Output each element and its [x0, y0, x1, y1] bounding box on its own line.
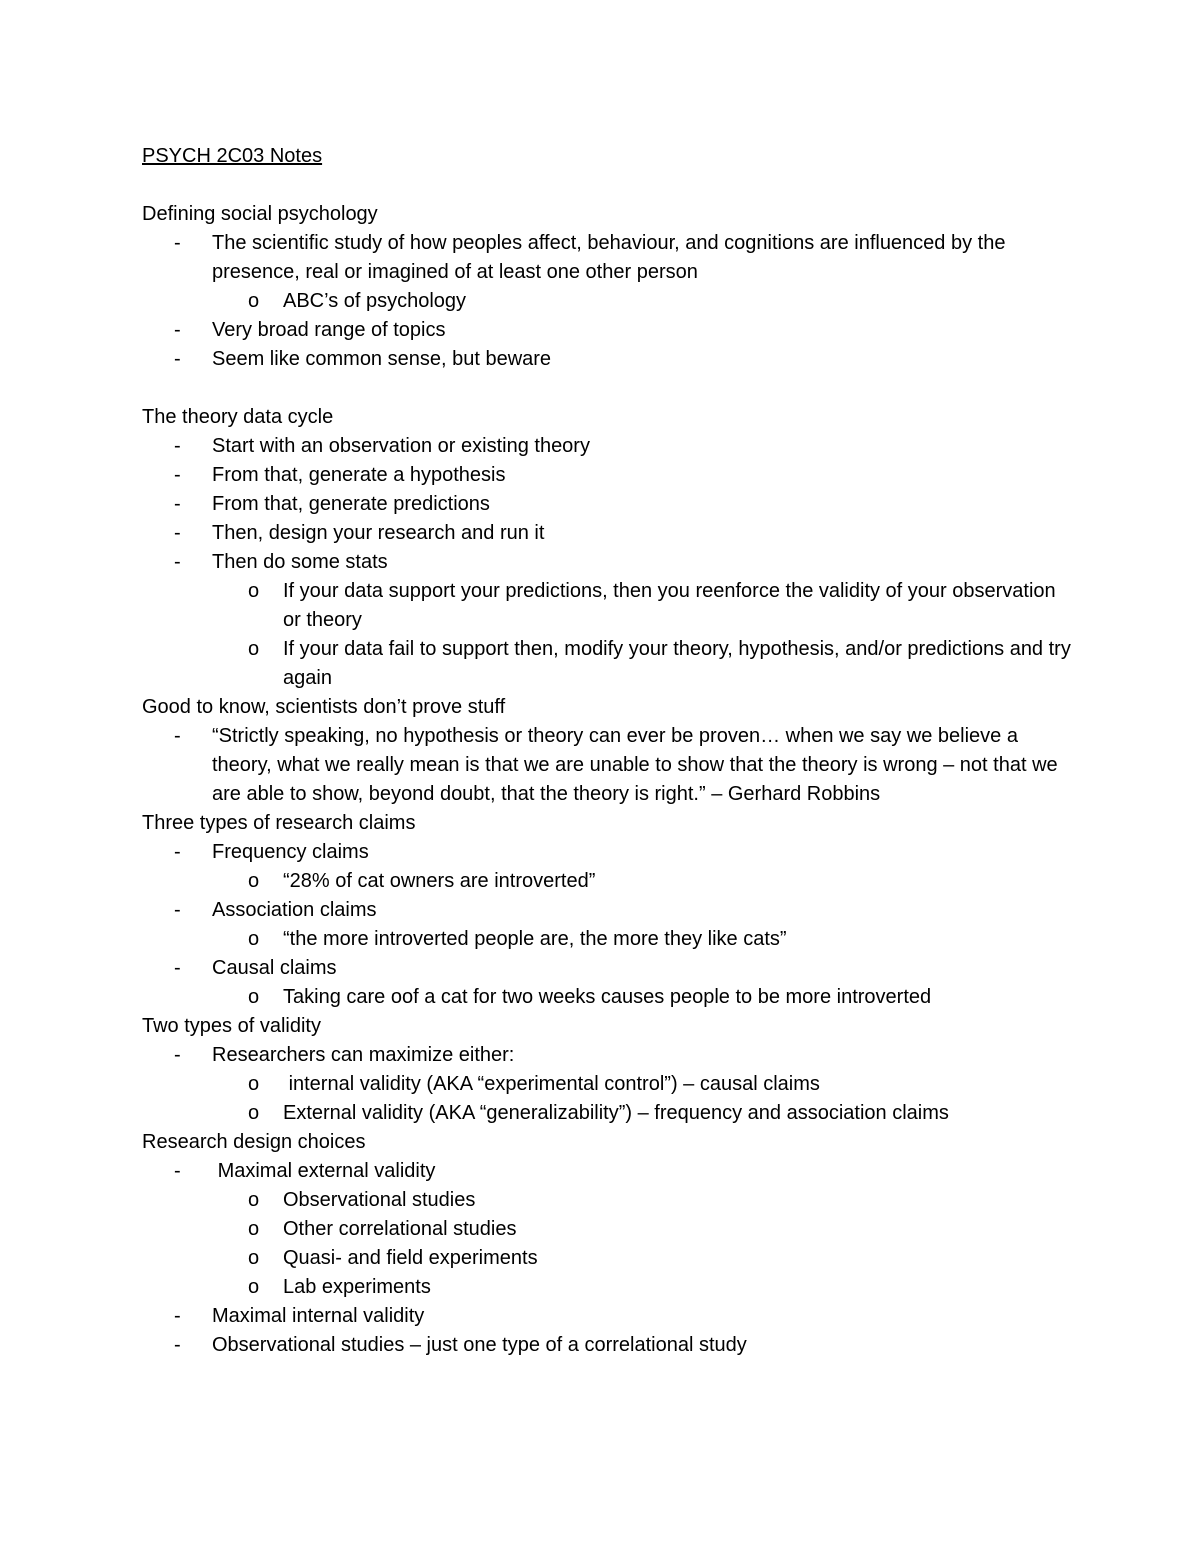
notes-body — [142, 200, 1077, 1360]
circle-bullet-icon: o — [248, 1276, 260, 1298]
section — [142, 809, 1072, 1012]
list-item — [142, 461, 1072, 490]
blank-line — [142, 374, 1072, 403]
dash-bullet-icon: - — [174, 522, 181, 544]
list-item — [142, 1331, 1072, 1360]
dash-bullet-icon: - — [174, 957, 181, 979]
list-item-text: Then do some stats — [212, 551, 388, 573]
sub-list-item — [142, 1273, 1072, 1302]
list-item-text: “Strictly speaking, no hypothesis or theory can ever be proven… when we say we believe a theory, what we really mean is that we are unable to show that the theory is wrong – not that we are able to show, beyond doubt, that the theory is right.” – Gerhard Robbins — [212, 725, 1064, 805]
dash-bullet-icon: - — [174, 1044, 181, 1066]
circle-bullet-icon: o — [248, 1073, 260, 1095]
sub-list-item — [142, 1070, 1072, 1099]
list-item-text: Other correlational studies — [283, 1218, 517, 1240]
circle-bullet-icon: o — [248, 928, 260, 950]
section-heading: Three types of research claims — [142, 812, 416, 834]
dash-bullet-icon: - — [174, 493, 181, 515]
list-item-text: Maximal external validity — [212, 1160, 436, 1182]
dash-bullet-icon: - — [174, 1160, 181, 1182]
dash-bullet-icon: - — [174, 725, 181, 747]
sub-list-item — [142, 867, 1072, 896]
section — [142, 693, 1072, 809]
list-item — [142, 954, 1072, 983]
list-item — [142, 838, 1072, 867]
list-item-text: External validity (AKA “generalizability”) – frequency and association claims — [283, 1102, 949, 1124]
dash-bullet-icon: - — [174, 899, 181, 921]
sub-list-item — [142, 1215, 1072, 1244]
sub-list-item — [142, 1244, 1072, 1273]
dash-bullet-icon: - — [174, 319, 181, 341]
circle-bullet-icon: o — [248, 1102, 260, 1124]
circle-bullet-icon: o — [248, 1218, 260, 1240]
section-heading: Good to know, scientists don’t prove stuff — [142, 696, 506, 718]
circle-bullet-icon: o — [248, 986, 260, 1008]
dash-bullet-icon: - — [174, 551, 181, 573]
section — [142, 403, 1077, 693]
list-item-text: Researchers can maximize either: — [212, 1044, 515, 1066]
dash-bullet-icon: - — [174, 348, 181, 370]
dash-bullet-icon: - — [174, 464, 181, 486]
sub-list-item — [142, 1186, 1072, 1215]
list-item-text: internal validity (AKA “experimental control”) – causal claims — [283, 1073, 820, 1095]
section — [142, 1128, 1072, 1360]
list-item-text: “the more introverted people are, the more they like cats” — [283, 928, 787, 950]
list-item-text: “28% of cat owners are introverted” — [283, 870, 596, 892]
dash-bullet-icon: - — [174, 841, 181, 863]
sub-list-item — [142, 925, 1072, 954]
section-heading: Defining social psychology — [142, 203, 378, 225]
dash-bullet-icon: - — [174, 232, 181, 254]
section-heading: Research design choices — [142, 1131, 366, 1153]
list-item-text: Association claims — [212, 899, 377, 921]
list-item — [142, 432, 1072, 461]
list-item-text: Frequency claims — [212, 841, 369, 863]
list-item — [142, 229, 1072, 287]
circle-bullet-icon: o — [248, 580, 260, 602]
dash-bullet-icon: - — [174, 1305, 181, 1327]
list-item — [142, 548, 1072, 577]
section — [142, 200, 1072, 403]
list-item-text: Seem like common sense, but beware — [212, 348, 552, 370]
list-item — [142, 722, 1072, 809]
list-item-text: If your data fail to support then, modify your theory, hypothesis, and/or predictions and try again — [283, 638, 1077, 689]
circle-bullet-icon: o — [248, 638, 260, 660]
list-item-text: Maximal internal validity — [212, 1305, 425, 1327]
dash-bullet-icon: - — [174, 1334, 181, 1356]
list-item — [142, 316, 1072, 345]
list-item — [142, 1041, 1072, 1070]
section — [142, 1012, 1072, 1128]
sub-list-item — [142, 577, 1072, 635]
section-heading: Two types of validity — [142, 1015, 321, 1037]
list-item-text: Observational studies — [283, 1189, 476, 1211]
list-item-text: Very broad range of topics — [212, 319, 446, 341]
sub-list-item — [142, 1099, 1072, 1128]
list-item — [142, 1302, 1072, 1331]
circle-bullet-icon: o — [248, 290, 260, 312]
sub-list-item — [142, 287, 1072, 316]
sub-list-item — [142, 635, 1077, 693]
list-item-text: The scientific study of how peoples affect, behaviour, and cognitions are influenced by the presence, real or imagined of at least one other person — [212, 232, 1012, 283]
list-item — [142, 519, 1072, 548]
list-item — [142, 1157, 1072, 1186]
list-item-text: Observational studies – just one type of a correlational study — [212, 1334, 747, 1356]
list-item-text: If your data support your predictions, then you reenforce the validity of your observation or theory — [283, 580, 1062, 631]
circle-bullet-icon: o — [248, 1247, 260, 1269]
list-item — [142, 896, 1072, 925]
page-title: PSYCH 2C03 Notes — [142, 145, 323, 167]
sub-list-item — [142, 983, 1072, 1012]
list-item — [142, 490, 1072, 519]
list-item-text: Taking care oof a cat for two weeks causes people to be more introverted — [283, 986, 932, 1008]
list-item-text: Causal claims — [212, 957, 337, 979]
list-item-text: Lab experiments — [283, 1276, 431, 1298]
list-item-text: From that, generate a hypothesis — [212, 464, 506, 486]
list-item — [142, 345, 1072, 374]
list-item-text: Quasi- and field experiments — [283, 1247, 538, 1269]
list-item-text: Start with an observation or existing theory — [212, 435, 590, 457]
circle-bullet-icon: o — [248, 1189, 260, 1211]
list-item-text: Then, design your research and run it — [212, 522, 545, 544]
list-item-text: From that, generate predictions — [212, 493, 490, 515]
document-page — [142, 142, 1077, 1360]
list-item-text: ABC’s of psychology — [283, 290, 467, 312]
dash-bullet-icon: - — [174, 435, 181, 457]
circle-bullet-icon: o — [248, 870, 260, 892]
section-heading: The theory data cycle — [142, 406, 334, 428]
